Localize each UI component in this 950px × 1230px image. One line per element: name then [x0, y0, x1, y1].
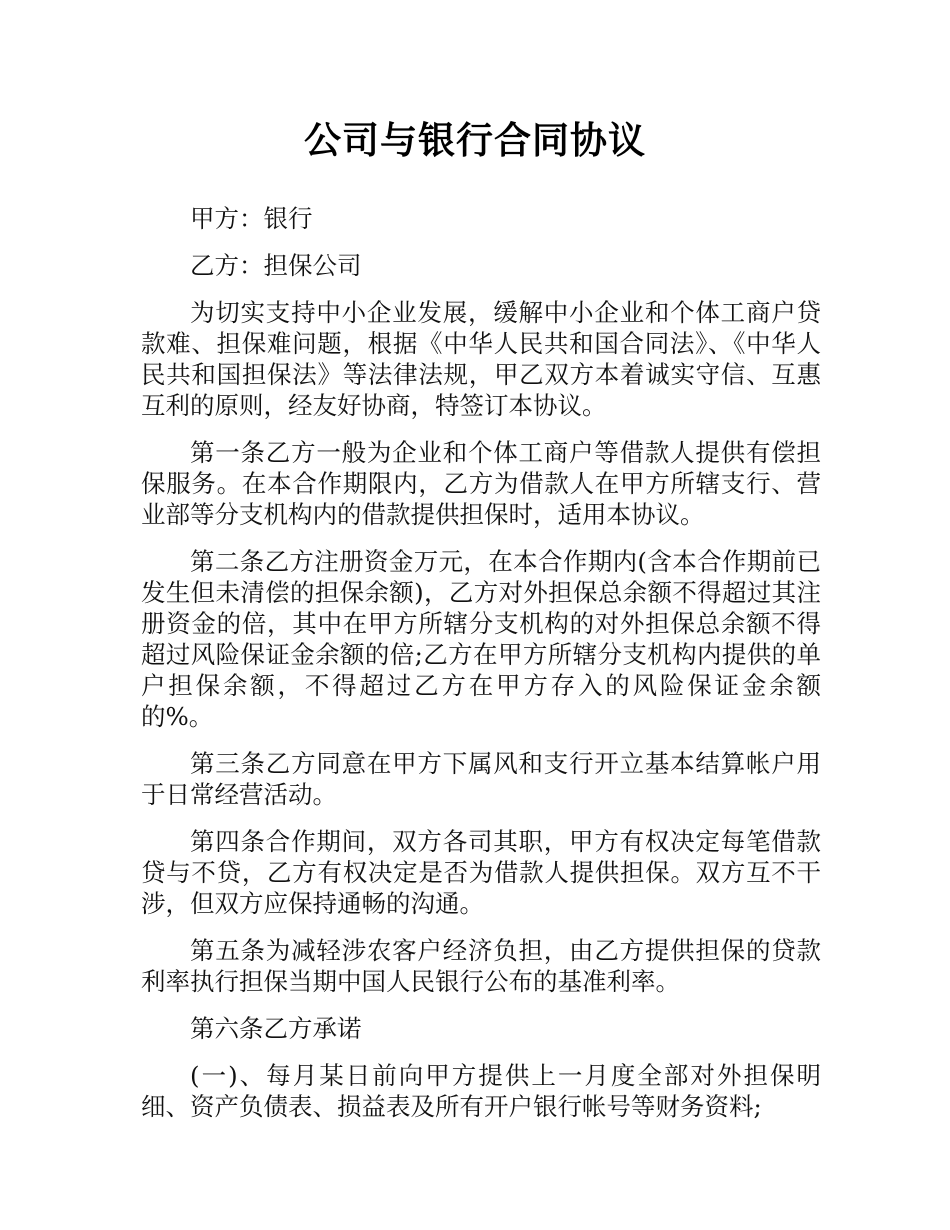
article-4: 第四条合作期间，双方各司其职，甲方有权决定每笔借款贷与不贷，乙方有权决定是否为借款人提供担保。双方互不干涉，但双方应保持通畅的沟通。 [141, 827, 821, 918]
article-6-heading: 第六条乙方承诺 [190, 1014, 362, 1043]
article-3: 第三条乙方同意在甲方下属风和支行开立基本结算帐户用于日常经营活动。 [141, 749, 821, 809]
party-b-line: 乙方：担保公司 [190, 251, 362, 280]
article-5: 第五条为减轻涉农客户经济负担，由乙方提供担保的贷款利率执行担保当期中国人民银行公布的基准利率。 [141, 936, 821, 996]
preamble-paragraph: 为切实支持中小企业发展，缓解中小企业和个体工商户贷款难、担保难问题，根据《中华人民共和国合同法》、《中华人民共和国担保法》等法律法规，甲乙双方本着诚实守信、互惠互利的原则，经友好协商，特签订本协议。 [141, 298, 821, 420]
document-body [141, 203, 821, 1138]
document-title: 公司与银行合同协议 [304, 119, 646, 162]
article-2: 第二条乙方注册资金万元，在本合作期内(含本合作期前已发生但未清偿的担保余额)，乙方对外担保总余额不得超过其注册资金的倍，其中在甲方所辖分支机构的对外担保总余额不得超过风险保证金余额的倍;乙方在甲方所辖分支机构内提供的单户担保余额，不得超过乙方在甲方存入的风险保证金余额的%。 [141, 547, 821, 731]
article-6-item-1: (一)、每月某日前向甲方提供上一月度全部对外担保明细、资产负债表、损益表及所有开户银行帐号等财务资料; [141, 1061, 821, 1121]
article-1: 第一条乙方一般为企业和个体工商户等借款人提供有偿担保服务。在本合作期限内，乙方为借款人在甲方所辖支行、营业部等分支机构内的借款提供担保时，适用本协议。 [141, 438, 821, 529]
party-a-line: 甲方：银行 [190, 204, 313, 233]
